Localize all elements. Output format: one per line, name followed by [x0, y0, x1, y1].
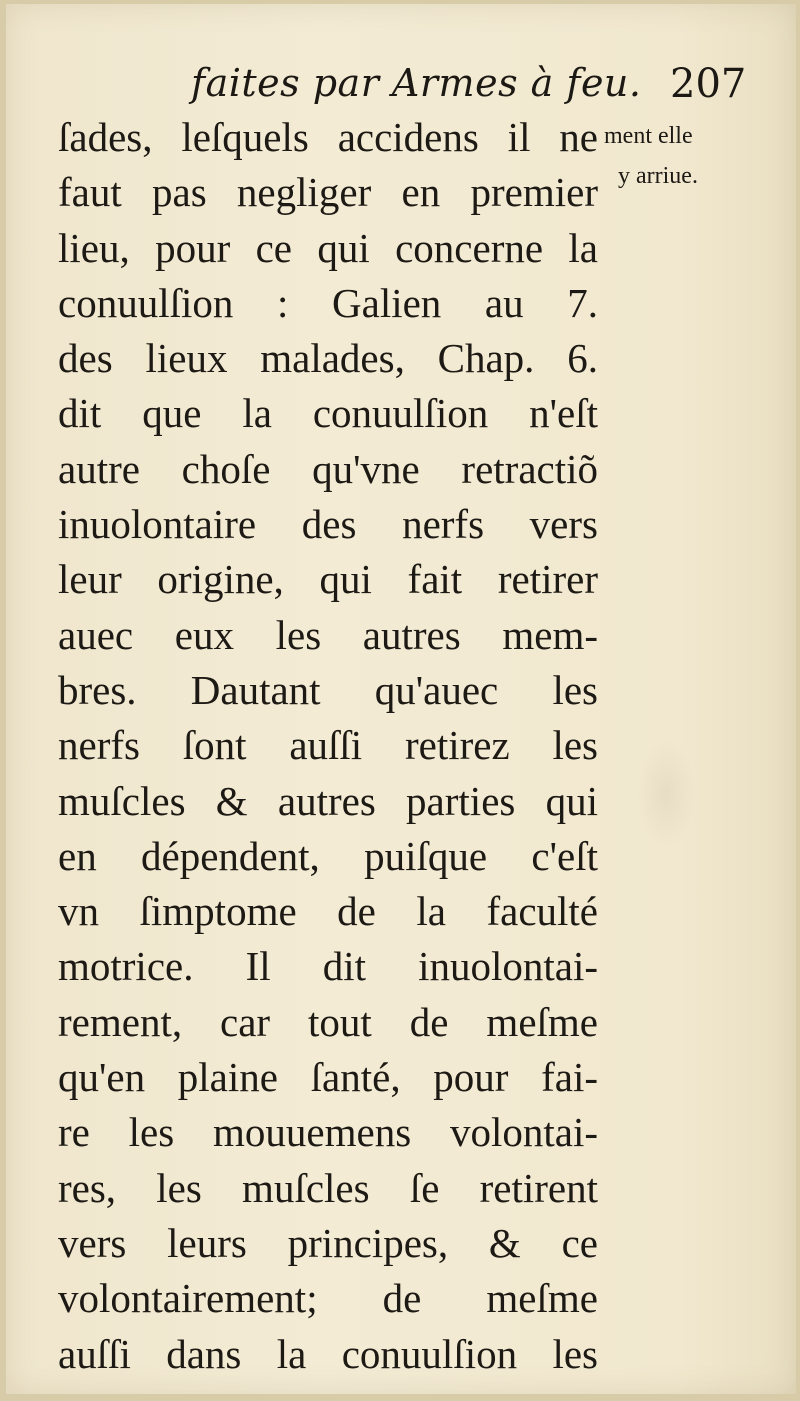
text-line: autre choſe qu'vne retractiõ — [58, 445, 598, 492]
text-line: en dépendent, puiſque c'eſt — [58, 832, 598, 879]
text-line: rement, car tout de meſme — [58, 998, 598, 1045]
text-line: leur origine, qui fait retirer — [58, 556, 598, 603]
text-line: auſſi dans la conuulſion les — [58, 1330, 598, 1377]
text-line: motrice. Il dit inuolontai- — [58, 943, 598, 990]
margin-note-line: y arriue. — [618, 163, 698, 189]
text-line: qu'en plaine ſanté, pour fai- — [58, 1054, 598, 1101]
text-line: vers leurs principes, & ce — [58, 1219, 598, 1266]
body-text — [58, 110, 598, 1382]
text-line: auec eux les autres mem- — [58, 611, 598, 658]
text-line: vn ſimptome de la faculté — [58, 888, 598, 935]
text-line: muſcles & autres parties qui — [58, 777, 598, 824]
text-line: volontairement; de meſme — [58, 1275, 598, 1322]
text-line: inuolontaire des nerfs vers — [58, 501, 598, 548]
margin-note-line: ment elle — [604, 123, 693, 149]
margin-note — [604, 116, 754, 196]
text-line: lieu, pour ce qui concerne la — [58, 224, 598, 271]
text-line: re les mouuemens volontai- — [58, 1109, 598, 1156]
page-number: 207 — [670, 61, 747, 107]
text-line: res, les muſcles ſe retirent — [58, 1164, 598, 1211]
text-line: faut pas negliger en premier — [58, 169, 598, 216]
text-line: des lieux malades, Chap. 6. — [58, 335, 598, 382]
book-page — [6, 4, 796, 1394]
text-line: nerfs ſont auſſi retirez les — [58, 722, 598, 769]
text-line: dit que la conuulſion n'eſt — [58, 390, 598, 437]
text-line: ſades, leſquels accidens il ne — [58, 114, 598, 160]
show-through-smudge — [636, 739, 696, 849]
text-line: bres. Dautant qu'auec les — [58, 666, 598, 713]
running-head: faites par Armes à feu. — [191, 61, 642, 105]
text-line: conuulſion : Galien au 7. — [58, 279, 598, 326]
